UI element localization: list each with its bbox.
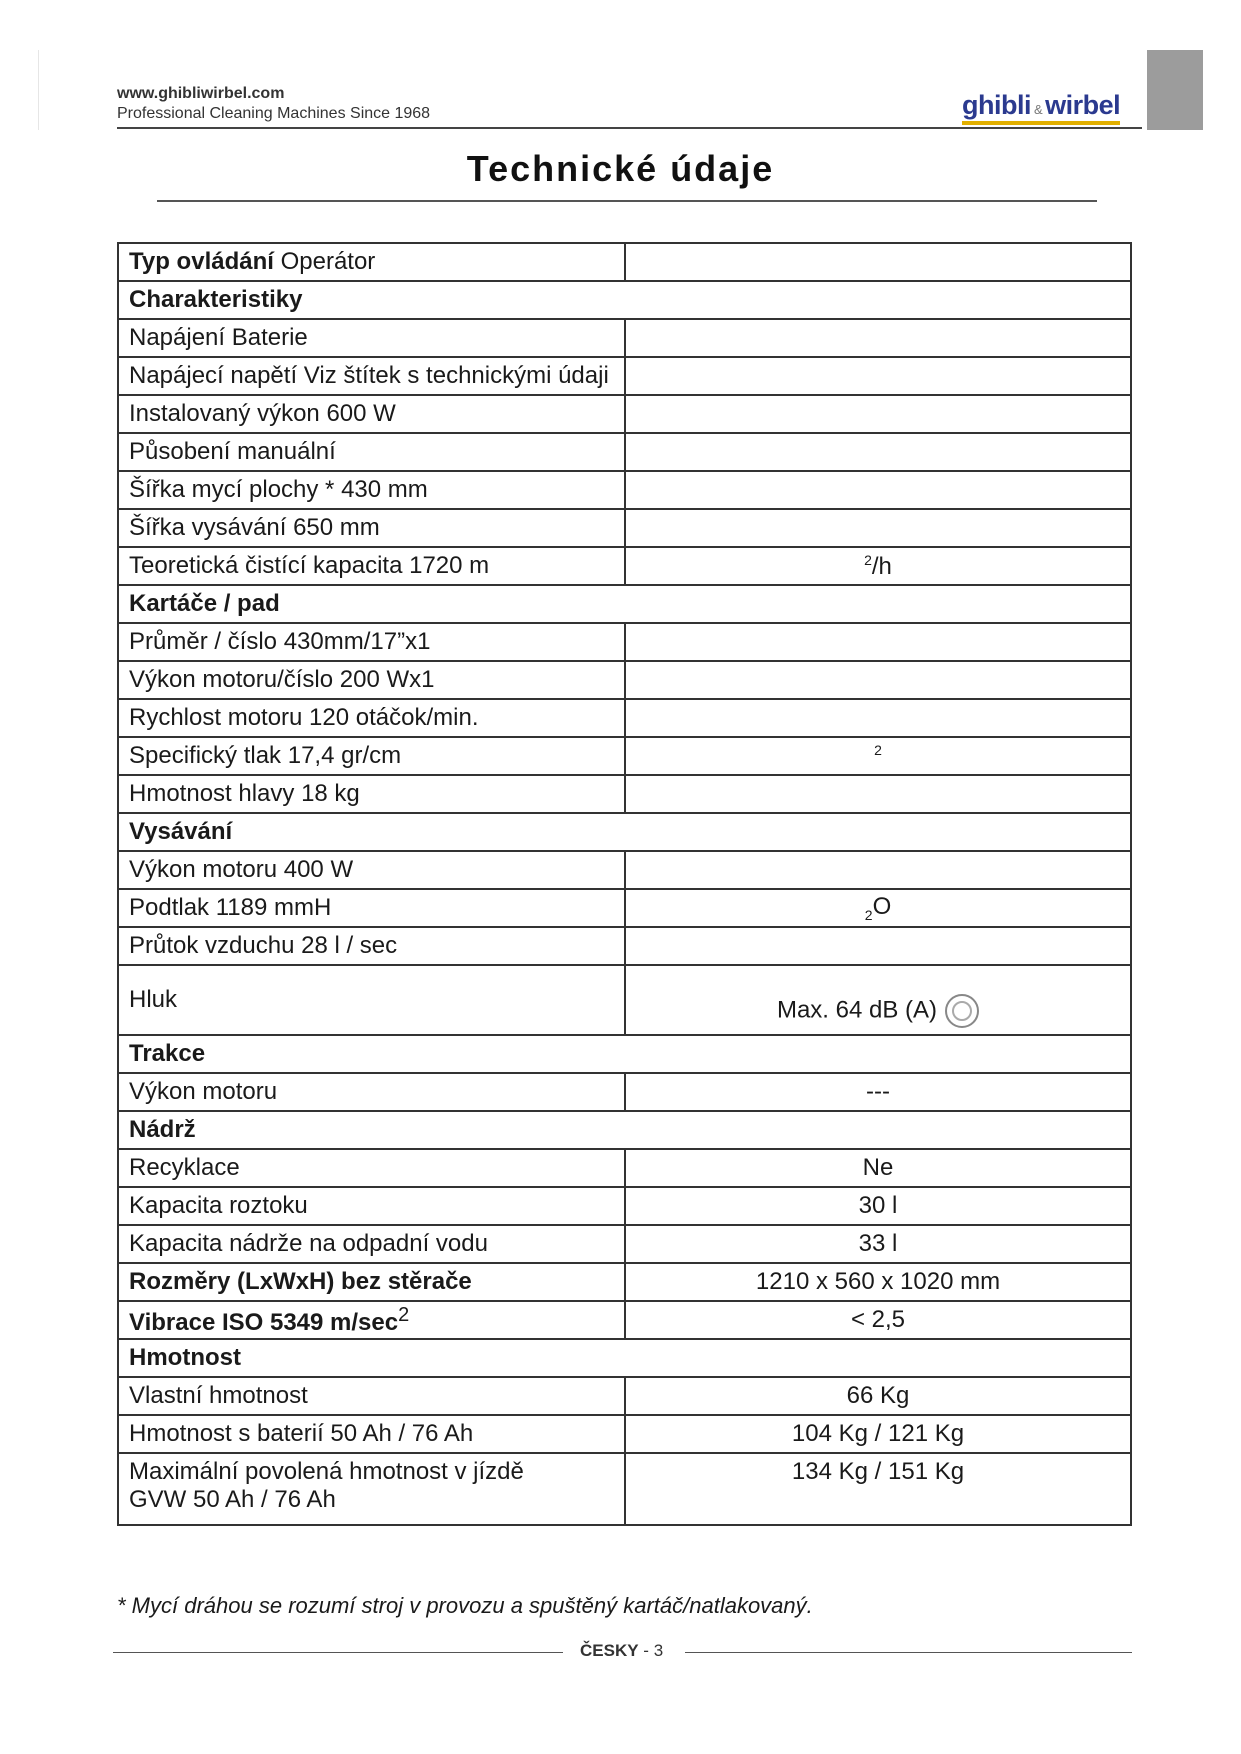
table-row <box>118 1453 1131 1525</box>
value-text: 1210 x 560 x 1020 mm <box>755 1268 1001 1296</box>
row-value <box>625 851 1131 889</box>
row-label-line1: Maximální povolená hmotnost v jízdě <box>129 1458 524 1485</box>
row-value <box>625 395 1131 433</box>
section-heading: Hmotnost <box>118 1339 1131 1377</box>
value-text: 33 l <box>858 1230 898 1258</box>
table-row <box>118 1263 1131 1301</box>
table-section-row <box>118 585 1131 623</box>
row-label <box>118 1073 625 1111</box>
table-section-row <box>118 1339 1131 1377</box>
value-superscript: 2 <box>864 551 872 568</box>
table-section-row <box>118 1035 1131 1073</box>
table-row <box>118 623 1131 661</box>
footer-page-number: 3 <box>653 1641 664 1660</box>
logo-underline <box>962 121 1120 125</box>
row-label-text: Působení manuální <box>129 438 336 466</box>
row-label-text: Instalovaný výkon 600 W <box>129 400 396 428</box>
value-subscript: 2 <box>864 906 873 923</box>
page-edge-tab <box>1147 50 1203 130</box>
scan-edge-mark <box>38 50 39 130</box>
table-row <box>118 775 1131 813</box>
table-row <box>118 471 1131 509</box>
row-value <box>625 1301 1131 1339</box>
row-label-text: Recyklace <box>129 1154 240 1182</box>
row-label <box>118 395 625 433</box>
value-text: 104 Kg / 121 Kg <box>791 1420 965 1448</box>
table-row <box>118 699 1131 737</box>
row-value <box>625 243 1131 281</box>
row-label-text: Výkon motoru <box>129 1078 278 1106</box>
row-label <box>118 1263 625 1301</box>
row-label <box>118 661 625 699</box>
row-label-bold: Vibrace ISO 5349 m/sec <box>129 1308 399 1336</box>
row-value <box>625 471 1131 509</box>
row-label-text: Teoretická čistící kapacita 1720 m <box>129 552 490 580</box>
row-label-text: Šířka mycí plochy * 430 mm <box>129 476 428 504</box>
header-tagline: Professional Cleaning Machines Since 1968 <box>117 105 431 122</box>
row-label-text: Hmotnost s baterií 50 Ah / 76 Ah <box>129 1420 474 1448</box>
table-row <box>118 1149 1131 1187</box>
row-label-line2: GVW 50 Ah / 76 Ah <box>129 1485 336 1513</box>
row-label-text: Vlastní hmotnost <box>129 1382 308 1410</box>
row-label-text: Hluk <box>129 986 178 1014</box>
row-label-superscript: 2 <box>398 1303 410 1326</box>
table-row <box>118 1073 1131 1111</box>
row-label-text: Napájecí napětí Viz štítek s technickými údaji <box>129 362 609 390</box>
row-value <box>625 547 1131 585</box>
logo-ghibli: ghibli <box>962 90 1031 120</box>
row-value <box>625 1415 1131 1453</box>
row-label <box>118 1149 625 1187</box>
row-value <box>625 737 1131 775</box>
row-value <box>625 889 1131 927</box>
value-text: /h <box>871 552 892 580</box>
row-value <box>625 509 1131 547</box>
table-row <box>118 1301 1131 1339</box>
footer-separator: - <box>638 1641 654 1660</box>
row-label <box>118 1377 625 1415</box>
section-heading: Nádrž <box>118 1111 1131 1149</box>
value-superscript: 2 <box>874 741 882 758</box>
table-row <box>118 395 1131 433</box>
table-row <box>118 1225 1131 1263</box>
table-row <box>118 965 1131 1035</box>
row-label <box>118 623 625 661</box>
table-row <box>118 737 1131 775</box>
row-value <box>625 433 1131 471</box>
value-text: Ne <box>862 1154 894 1182</box>
row-label <box>118 509 625 547</box>
row-label-text: Hmotnost hlavy 18 kg <box>129 780 360 808</box>
header-url: www.ghibliwirbel.com <box>117 85 285 102</box>
row-value <box>625 1377 1131 1415</box>
table-row <box>118 357 1131 395</box>
row-label-text: Kapacita nádrže na odpadní vodu <box>129 1230 488 1258</box>
speaker-icon <box>945 994 979 1028</box>
row-value <box>625 357 1131 395</box>
row-label <box>118 1187 625 1225</box>
table-section-row <box>118 813 1131 851</box>
row-label-text: Výkon motoru 400 W <box>129 856 354 884</box>
footer-language: ČESKY <box>580 1641 639 1660</box>
header-rule <box>117 127 1142 129</box>
row-label <box>118 1301 625 1339</box>
row-value <box>625 775 1131 813</box>
table-row <box>118 547 1131 585</box>
footer-page-label <box>580 1641 663 1661</box>
row-label <box>118 1453 625 1525</box>
table-row <box>118 851 1131 889</box>
row-value <box>625 1187 1131 1225</box>
value-text: 66 Kg <box>846 1382 910 1410</box>
row-label <box>118 699 625 737</box>
row-label-text: Rychlost motoru 120 otáčok/min. <box>129 704 479 732</box>
footnote: * Mycí dráhou se rozumí stroj v provozu a spuštěný kartáč/natlakovaný. <box>117 1593 813 1618</box>
section-heading: Trakce <box>118 1035 1131 1073</box>
table-row <box>118 889 1131 927</box>
row-value <box>625 1263 1131 1301</box>
row-label <box>118 547 625 585</box>
row-value <box>625 1225 1131 1263</box>
table-section-row <box>118 281 1131 319</box>
row-label-text: Průtok vzduchu 28 l / sec <box>129 932 398 960</box>
row-label <box>118 851 625 889</box>
page-title: Technické údaje <box>466 148 775 189</box>
row-label <box>118 433 625 471</box>
value-text: 30 l <box>858 1192 898 1220</box>
row-label <box>118 927 625 965</box>
row-value <box>625 661 1131 699</box>
value-text: < 2,5 <box>850 1306 906 1334</box>
row-value <box>625 1453 1131 1525</box>
value-text: --- <box>866 1078 890 1106</box>
table-row <box>118 1187 1131 1225</box>
table-row <box>118 243 1131 281</box>
row-label <box>118 889 625 927</box>
row-label <box>118 243 625 281</box>
brand-logo <box>962 90 1120 121</box>
row-label-text: Výkon motoru/číslo 200 Wx1 <box>129 666 435 694</box>
section-heading: Kartáče / pad <box>118 585 1131 623</box>
row-label <box>118 357 625 395</box>
value-text: Max. 64 dB (A) <box>776 996 938 1024</box>
row-label-text: Průměr / číslo 430mm/17”x1 <box>129 628 431 656</box>
row-label-text: Napájení Baterie <box>129 324 308 352</box>
row-label <box>118 775 625 813</box>
row-label <box>118 965 625 1035</box>
row-label <box>118 1415 625 1453</box>
logo-wirbel: wirbel <box>1045 90 1121 120</box>
row-label <box>118 1225 625 1263</box>
row-label <box>118 319 625 357</box>
table-row <box>118 927 1131 965</box>
table-section-row <box>118 1111 1131 1149</box>
row-label <box>118 737 625 775</box>
footer-rule-left <box>113 1652 563 1653</box>
row-value <box>625 927 1131 965</box>
table-row <box>118 1415 1131 1453</box>
row-value <box>625 623 1131 661</box>
row-label-text: Šířka vysávání 650 mm <box>129 514 380 542</box>
section-heading: Charakteristiky <box>118 281 1131 319</box>
value-text: O <box>872 893 892 921</box>
section-heading: Vysávání <box>118 813 1131 851</box>
row-label-text: Specifický tlak 17,4 gr/cm <box>129 742 402 770</box>
table-row <box>118 509 1131 547</box>
table-row <box>118 661 1131 699</box>
spec-table <box>117 242 1132 1526</box>
row-value <box>625 965 1131 1035</box>
title-rule <box>157 200 1097 202</box>
row-value <box>625 1149 1131 1187</box>
row-value <box>625 699 1131 737</box>
row-value <box>625 319 1131 357</box>
logo-ampersand: & <box>1033 102 1043 117</box>
row-value <box>625 1073 1131 1111</box>
footer-rule-right <box>685 1652 1132 1653</box>
table-row <box>118 433 1131 471</box>
row-label-text: Podtlak 1189 mmH <box>129 894 332 922</box>
table-row <box>118 1377 1131 1415</box>
row-label-bold: Typ ovládání <box>129 248 274 276</box>
row-label-text: Kapacita roztoku <box>129 1192 308 1220</box>
row-label-bold: Rozměry (LxWxH) bez stěrače <box>129 1268 472 1296</box>
row-label <box>118 471 625 509</box>
table-row <box>118 319 1131 357</box>
row-label-text: Operátor <box>273 248 376 276</box>
value-text: 134 Kg / 151 Kg <box>791 1458 965 1485</box>
